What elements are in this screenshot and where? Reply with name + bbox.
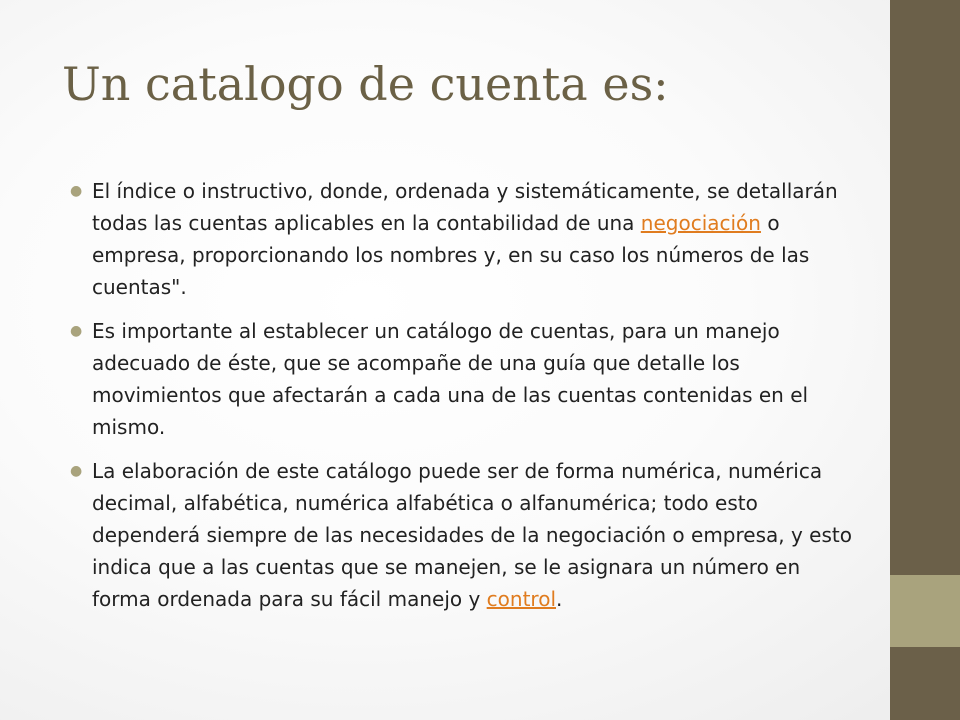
bullet-list: [70, 175, 852, 627]
bullet-text: .: [556, 587, 563, 611]
bullet-item-1: [70, 175, 852, 303]
bullet-text: La elaboración de este catálogo puede ser de forma numérica, numérica decimal, alfabética, numérica alfabética o alfanumérica; todo esto dependerá siempre de las necesidades de la negociación o empresa, y esto indica que a las cuentas que se manejen, se le asignara un número en forma ordenada para su fácil manejo y: [92, 459, 852, 611]
sidebar-accent-band: [890, 575, 960, 647]
bullet-dot-icon: ●: [70, 183, 83, 199]
link-control[interactable]: control: [486, 587, 556, 611]
link-negociacion[interactable]: negociación: [640, 211, 761, 235]
bullet-item-2: [70, 315, 852, 443]
bullet-text: Es importante al establecer un catálogo de cuentas, para un manejo adecuado de éste, que se acompañe de una guía que detalle los movimientos que afectarán a cada una de las cuentas contenidas en el mismo.: [92, 319, 809, 439]
bullet-item-3: [70, 455, 852, 615]
bullet-text: o empresa, proporcionando los nombres y, en su caso los números de las cuentas".: [92, 211, 810, 299]
slide-title: Un catalogo de cuenta es:: [62, 57, 669, 111]
bullet-dot-icon: ●: [70, 463, 83, 479]
bullet-text: El índice o instructivo, donde, ordenada y sistemáticamente, se detallarán todas las cuentas aplicables en la contabilidad de una: [92, 179, 838, 235]
bullet-dot-icon: ●: [70, 323, 83, 339]
